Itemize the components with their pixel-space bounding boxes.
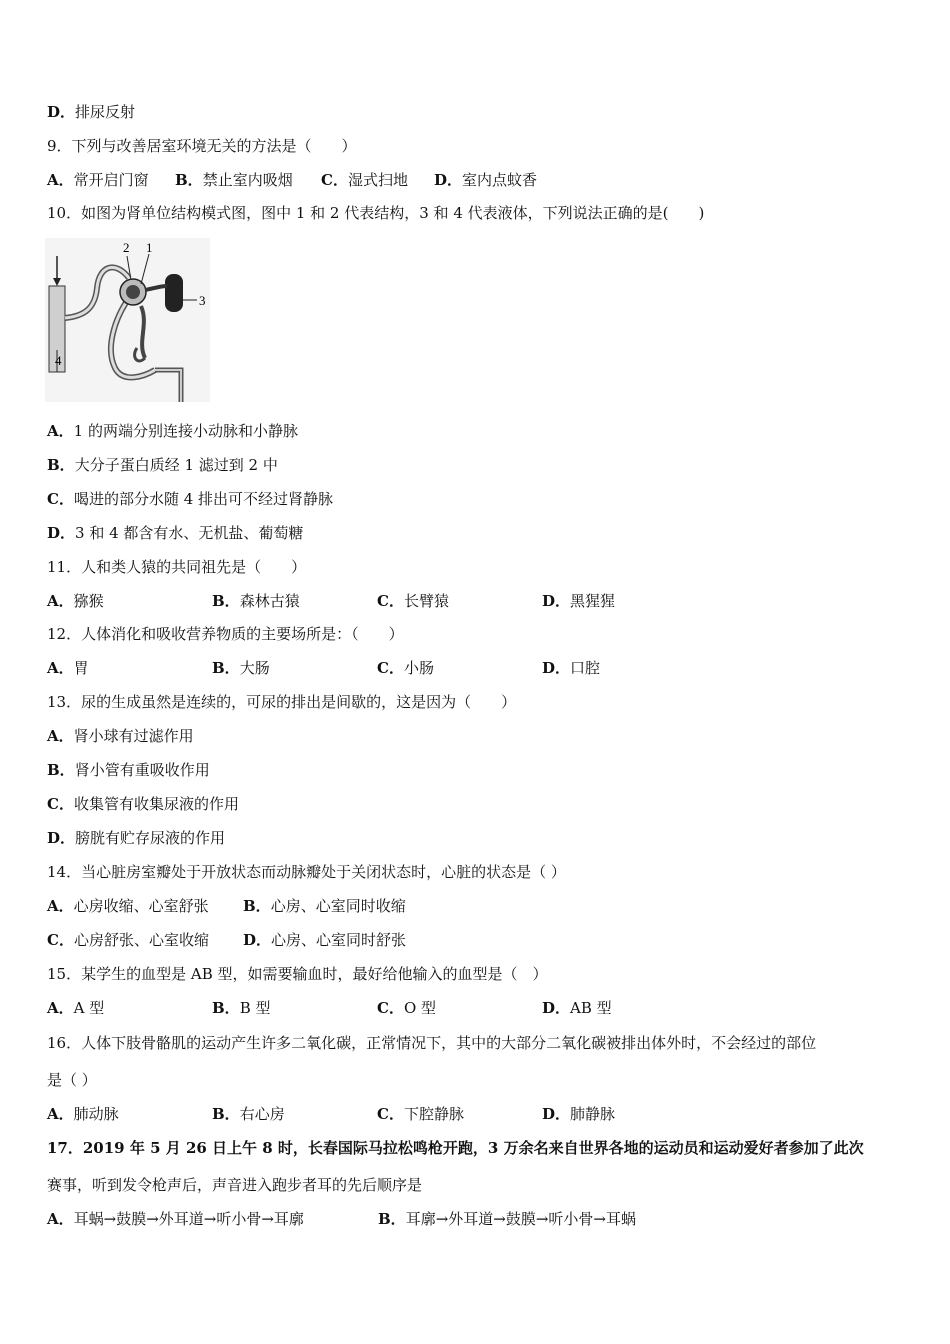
q10-stem: 10．如图为肾单位结构模式图，图中 1 和 2 代表结构，3 和 4 代表液体，下列说法正确的是( ) <box>47 204 705 222</box>
q14-option-a: A．心房收缩、心室舒张 <box>47 897 209 915</box>
q11-option-b: B．森林古猿 <box>212 592 300 610</box>
label-2: 2 <box>123 240 130 255</box>
q16-option-d: D．肺静脉 <box>542 1105 616 1123</box>
q16-option-a: A．肺动脉 <box>47 1105 119 1123</box>
q13-option-a: A．肾小球有过滤作用 <box>47 727 194 745</box>
q15-option-a: A．A 型 <box>47 999 105 1017</box>
q11-option-d: D．黑猩猩 <box>542 592 616 610</box>
q11-option-c: C．长臂猿 <box>377 592 449 610</box>
q17-option-a: A．耳蜗→鼓膜→外耳道→听小骨→耳廓 <box>47 1210 304 1228</box>
q12-option-b: B．大肠 <box>212 659 270 677</box>
q9-option-d: D．室内点蚊香 <box>434 171 538 189</box>
q15-stem: 15．某学生的血型是 AB 型，如需要输血时，最好给他输入的血型是（ ） <box>47 965 548 983</box>
q12-option-d: D．口腔 <box>542 659 601 677</box>
label-1: 1 <box>146 240 153 255</box>
q13-option-b: B．肾小管有重吸收作用 <box>47 761 210 779</box>
q12-stem: 12．人体消化和吸收营养物质的主要场所是：（ ） <box>47 625 404 643</box>
q13-option-d: D．膀胱有贮存尿液的作用 <box>47 829 226 847</box>
q16-stem-line2: 是（ ） <box>47 1071 97 1089</box>
q9-option-c: C．湿式扫地 <box>321 171 408 189</box>
q8-option-d: D．排尿反射 <box>47 103 136 121</box>
q10-option-a: A．1 的两端分别连接小动脉和小静脉 <box>47 422 298 440</box>
q17-option-b: B．耳廓→外耳道→鼓膜→听小骨→耳蜗 <box>378 1210 636 1228</box>
q14-option-c: C．心房舒张、心室收缩 <box>47 931 209 949</box>
q10-option-b: B．大分子蛋白质经 1 滤过到 2 中 <box>47 456 278 474</box>
q16-option-b: B．右心房 <box>212 1105 285 1123</box>
q13-stem: 13．尿的生成虽然是连续的，可尿的排出是间歇的，这是因为（ ） <box>47 693 517 711</box>
label-4: 4 <box>55 353 62 368</box>
q15-option-d: D．AB 型 <box>542 999 612 1017</box>
q10-option-d: D．3 和 4 都含有水、无机盐、葡萄糖 <box>47 524 304 542</box>
q9-option-b: B．禁止室内吸烟 <box>175 171 293 189</box>
q9-option-a: A．常开启门窗 <box>47 171 149 189</box>
q17-stem-line2: 赛事，听到发令枪声后，声音进入跑步者耳的先后顺序是 <box>47 1176 423 1194</box>
label-3: 3 <box>199 293 206 308</box>
q16-option-c: C．下腔静脉 <box>377 1105 464 1123</box>
q12-option-c: C．小肠 <box>377 659 434 677</box>
q9-stem: 9．下列与改善居室环境无关的方法是（ ） <box>47 137 357 155</box>
q17-stem-line1: 17．2019 年 5 月 26 日上午 8 时，长春国际马拉松鸣枪开跑，3 万余名来自世界各地的运动员和运动爱好者参加了此次 <box>47 1139 864 1157</box>
q10-option-c: C．喝进的部分水随 4 排出可不经过肾静脉 <box>47 490 334 508</box>
q16-stem-line1: 16．人体下肢骨骼肌的运动产生许多二氧化碳，正常情况下，其中的大部分二氧化碳被排出体外时，不会经过的部位 <box>47 1034 817 1052</box>
q14-option-d: D．心房、心室同时舒张 <box>243 931 407 949</box>
q11-option-a: A．猕猴 <box>47 592 104 610</box>
q11-stem: 11．人和类人猿的共同祖先是（ ） <box>47 558 307 576</box>
q15-option-c: C．O 型 <box>377 999 437 1017</box>
nephron-diagram <box>45 238 210 402</box>
q14-stem: 14．当心脏房室瓣处于开放状态而动脉瓣处于关闭状态时，心脏的状态是（ ） <box>47 863 566 881</box>
q15-option-b: B．B 型 <box>212 999 271 1017</box>
q12-option-a: A．胃 <box>47 659 89 677</box>
q14-option-b: B．心房、心室同时收缩 <box>243 897 406 915</box>
q13-option-c: C．收集管有收集尿液的作用 <box>47 795 239 813</box>
